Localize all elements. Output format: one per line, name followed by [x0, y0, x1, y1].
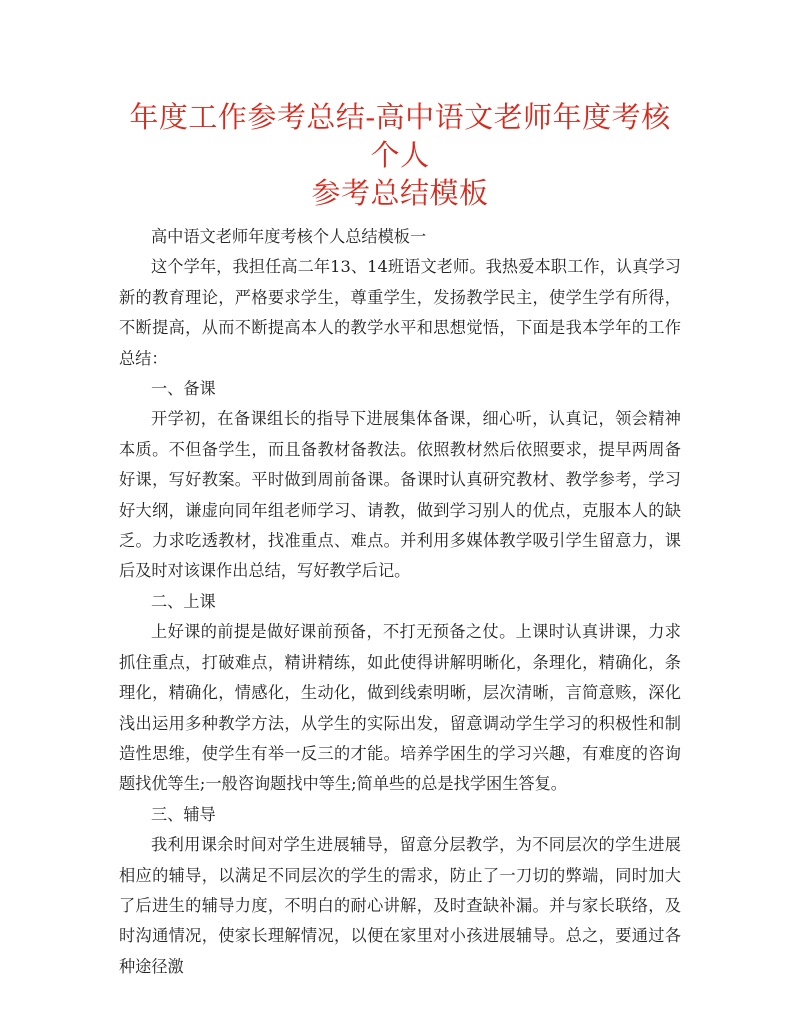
section-text-tutoring: 我利用课余时间对学生进展辅导，留意分层教学，为不同层次的学生进展相应的辅导，以满足不同层次的学生的需求，防止了一刀切的弊端，同时加大了后进生的辅导力度，不明白的耐心讲解，及时查缺补漏。并与家长联络，及时沟通情况，使家长理解情况，以便在家里对小孩进展辅导。总之，要通过各种途径激	[119, 835, 681, 976]
document-body	[119, 222, 681, 982]
title-line-1: 年度工作参考总结-高中语文老师年度考核个人	[129, 100, 671, 172]
document-page	[119, 98, 681, 982]
section-heading-prep: 一、备课	[151, 379, 216, 399]
document-title	[119, 98, 681, 212]
intro-paragraph: 这个学年，我担任高二年13、14班语文老师。我热爱本职工作，认真学习新的教育理论，严格要求学生，尊重学生，发扬教学民主，使学生学有所得，不断提高，从而不断提高本人的教学水平和思想觉悟，下面是我本学年的工作总结：	[119, 257, 681, 368]
title-line-2: 参考总结模板	[311, 176, 489, 210]
document-subtitle: 高中语文老师年度考核个人总结模板一	[151, 227, 427, 246]
section-heading-tutoring: 三、辅导	[151, 804, 216, 824]
section-heading-class: 二、上课	[151, 591, 216, 611]
section-text-prep: 开学初，在备课组长的指导下进展集体备课，细心听，认真记，领会精神本质。不但备学生，而且备教材备教法。依照教材然后依照要求，提早两周备好课，写好教案。平时做到周前备课。备课时认真研究教材、教学参考，学习好大纲，谦虚向同年组老师学习、请教，做到学习别人的优点，克服本人的缺乏。力求吃透教材，找准重点、难点。并利用多媒体教学吸引学生留意力，课后及时对该课作出总结，写好教学后记。	[119, 409, 681, 581]
section-text-class: 上好课的前提是做好课前预备，不打无预备之仗。上课时认真讲课，力求抓住重点，打破难点，精讲精练，如此使得讲解明晰化，条理化，精确化，条理化，精确化，情感化，生动化，做到线索明晰，层次清晰，言简意赅，深化浅出运用多种教学方法，从学生的实际出发，留意调动学生学习的积极性和制造性思维，使学生有举一反三的才能。培养学困生的学习兴趣，有难度的咨询题找优等生;一般咨询题找中等生;简单些的总是找学困生答复。	[119, 622, 681, 794]
